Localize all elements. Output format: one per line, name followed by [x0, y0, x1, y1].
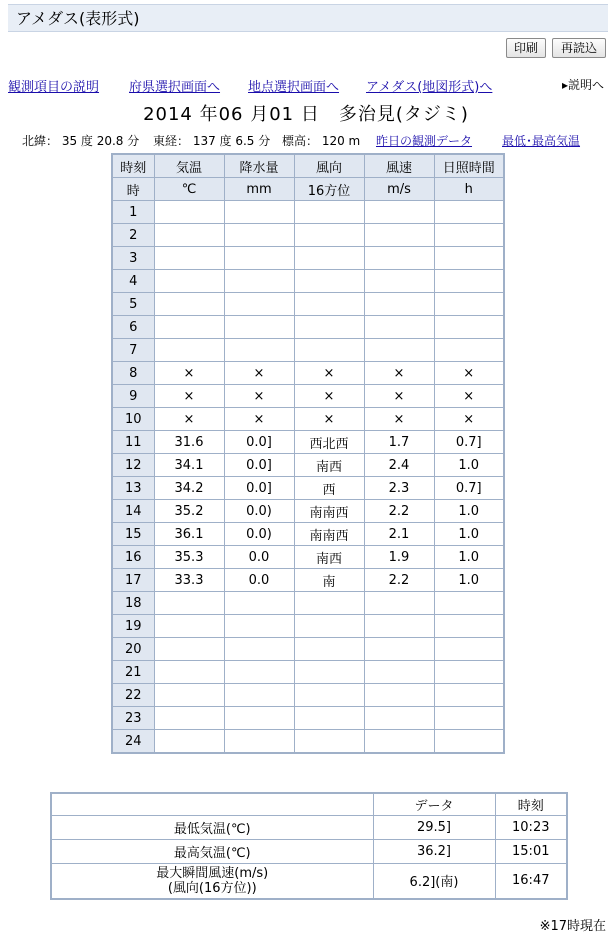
cell-wind-speed [364, 707, 434, 730]
cell-hour: 16 [112, 546, 154, 569]
cell-wind-speed: × [364, 362, 434, 385]
cell-precipitation [224, 270, 294, 293]
table-row [112, 408, 504, 431]
cell-wind-speed [364, 201, 434, 224]
header-wind-direction: 風向 [294, 154, 364, 178]
cell-temperature [154, 615, 224, 638]
cell-temperature [154, 592, 224, 615]
cell-wind-speed [364, 615, 434, 638]
cell-wind-direction [294, 592, 364, 615]
cell-wind-direction: 南南西 [294, 500, 364, 523]
table-row [112, 615, 504, 638]
cell-precipitation [224, 707, 294, 730]
cell-hour: 6 [112, 316, 154, 339]
cell-temperature [154, 339, 224, 362]
cell-wind-speed [364, 293, 434, 316]
cell-wind-speed [364, 316, 434, 339]
cell-sunshine [434, 707, 504, 730]
cell-precipitation: × [224, 408, 294, 431]
cell-wind-speed [364, 730, 434, 754]
cell-temperature: × [154, 385, 224, 408]
cell-wind-direction: 南南西 [294, 523, 364, 546]
cell-hour: 17 [112, 569, 154, 592]
unit-wind-speed: m/s [364, 178, 434, 201]
cell-wind-direction: × [294, 362, 364, 385]
table-row [112, 523, 504, 546]
page-title: アメダス(表形式) [16, 9, 140, 28]
cell-wind-speed [364, 339, 434, 362]
table-row [112, 247, 504, 270]
cell-wind-speed [364, 638, 434, 661]
cell-precipitation [224, 638, 294, 661]
cell-precipitation: 0.0 [224, 569, 294, 592]
min-max-temp-link[interactable]: 最低･最高気温 [502, 134, 581, 148]
yesterday-data-link[interactable]: 昨日の観測データ [376, 134, 473, 148]
cell-hour: 21 [112, 661, 154, 684]
cell-temperature: 33.3 [154, 569, 224, 592]
table-row [112, 569, 504, 592]
unit-sunshine: h [434, 178, 504, 201]
summary-label: 最大瞬間風速(m/s) (風向(16方位)) [51, 863, 373, 899]
cell-temperature [154, 316, 224, 339]
table-row [112, 684, 504, 707]
table-row [112, 661, 504, 684]
as-of-note: ※17時現在 [539, 919, 606, 934]
table-row [112, 293, 504, 316]
cell-hour: 20 [112, 638, 154, 661]
unit-precipitation: mm [224, 178, 294, 201]
cell-precipitation [224, 201, 294, 224]
summary-time: 15:01 [495, 839, 567, 863]
table-row [112, 546, 504, 569]
cell-temperature [154, 293, 224, 316]
cell-precipitation [224, 339, 294, 362]
cell-hour: 1 [112, 201, 154, 224]
cell-temperature [154, 224, 224, 247]
table-row [112, 500, 504, 523]
reload-button[interactable]: 再読込 [552, 38, 606, 58]
cell-temperature [154, 730, 224, 754]
cell-wind-speed: × [364, 385, 434, 408]
table-row [112, 362, 504, 385]
cell-wind-direction [294, 270, 364, 293]
cell-wind-speed [364, 224, 434, 247]
latitude-text: 北緯： 35 度 20.8 分 [22, 134, 140, 148]
cell-precipitation: 0.0 [224, 546, 294, 569]
table-row [112, 592, 504, 615]
cell-sunshine [434, 638, 504, 661]
cell-temperature [154, 247, 224, 270]
cell-sunshine [434, 270, 504, 293]
summary-data: 36.2] [373, 839, 495, 863]
cell-wind-speed: 2.3 [364, 477, 434, 500]
cell-hour: 4 [112, 270, 154, 293]
cell-wind-speed: 2.4 [364, 454, 434, 477]
summary-header-label [51, 793, 373, 815]
cell-temperature: 36.1 [154, 523, 224, 546]
cell-wind-direction [294, 615, 364, 638]
cell-sunshine [434, 224, 504, 247]
cell-wind-speed [364, 684, 434, 707]
summary-table [50, 792, 568, 900]
cell-hour: 22 [112, 684, 154, 707]
cell-precipitation: × [224, 385, 294, 408]
cell-precipitation [224, 247, 294, 270]
cell-sunshine: 1.0 [434, 500, 504, 523]
cell-sunshine: 1.0 [434, 546, 504, 569]
header-wind-speed: 風速 [364, 154, 434, 178]
cell-wind-direction: 西 [294, 477, 364, 500]
altitude-text: 標高： 120 m [282, 134, 361, 148]
cell-precipitation: × [224, 362, 294, 385]
table-units-row [112, 178, 504, 201]
unit-temperature: ℃ [154, 178, 224, 201]
cell-temperature: × [154, 408, 224, 431]
cell-sunshine: 1.0 [434, 454, 504, 477]
cell-wind-direction [294, 638, 364, 661]
table-row [112, 316, 504, 339]
summary-header-time: 時刻 [495, 793, 567, 815]
cell-precipitation [224, 293, 294, 316]
cell-precipitation: 0.0) [224, 523, 294, 546]
cell-hour: 5 [112, 293, 154, 316]
nav-link-prefecture-select[interactable]: 府県選択画面へ [129, 80, 221, 95]
cell-wind-speed: 2.2 [364, 500, 434, 523]
cell-wind-direction: 南 [294, 569, 364, 592]
cell-temperature [154, 707, 224, 730]
cell-sunshine: × [434, 385, 504, 408]
cell-wind-speed: 2.1 [364, 523, 434, 546]
cell-temperature: × [154, 362, 224, 385]
cell-wind-direction [294, 224, 364, 247]
cell-hour: 2 [112, 224, 154, 247]
unit-hour: 時 [112, 178, 154, 201]
cell-temperature: 34.1 [154, 454, 224, 477]
cell-temperature: 34.2 [154, 477, 224, 500]
summary-header-data: データ [373, 793, 495, 815]
summary-header-row [51, 793, 567, 815]
cell-precipitation [224, 730, 294, 754]
summary-row [51, 815, 567, 839]
cell-hour: 3 [112, 247, 154, 270]
cell-hour: 13 [112, 477, 154, 500]
header-sunshine: 日照時間 [434, 154, 504, 178]
cell-sunshine [434, 615, 504, 638]
cell-wind-direction [294, 684, 364, 707]
cell-temperature: 31.6 [154, 431, 224, 454]
header-precipitation: 降水量 [224, 154, 294, 178]
cell-sunshine: 1.0 [434, 523, 504, 546]
help-link[interactable]: ▸説明へ [561, 78, 604, 92]
cell-hour: 10 [112, 408, 154, 431]
cell-sunshine [434, 339, 504, 362]
nav-link-station-select[interactable]: 地点選択画面へ [248, 80, 340, 95]
cell-precipitation: 0.0] [224, 431, 294, 454]
cell-sunshine [434, 293, 504, 316]
cell-precipitation: 0.0) [224, 500, 294, 523]
cell-wind-direction: × [294, 385, 364, 408]
table-row [112, 201, 504, 224]
nav-link-amedas-map[interactable]: アメダス(地図形式)へ [366, 80, 493, 95]
cell-hour: 23 [112, 707, 154, 730]
cell-sunshine [434, 661, 504, 684]
cell-precipitation [224, 615, 294, 638]
cell-wind-speed [364, 661, 434, 684]
cell-hour: 7 [112, 339, 154, 362]
cell-temperature [154, 270, 224, 293]
longitude-text: 東経： 137 度 6.5 分 [153, 134, 271, 148]
cell-hour: 19 [112, 615, 154, 638]
cell-precipitation [224, 592, 294, 615]
table-row [112, 224, 504, 247]
cell-hour: 14 [112, 500, 154, 523]
cell-temperature [154, 201, 224, 224]
summary-label: 最高気温(℃) [51, 839, 373, 863]
cell-sunshine [434, 201, 504, 224]
table-row [112, 431, 504, 454]
header-temperature: 気温 [154, 154, 224, 178]
cell-sunshine [434, 592, 504, 615]
cell-precipitation [224, 224, 294, 247]
cell-wind-direction [294, 247, 364, 270]
cell-precipitation [224, 684, 294, 707]
cell-wind-speed [364, 247, 434, 270]
cell-wind-direction [294, 293, 364, 316]
cell-sunshine [434, 684, 504, 707]
cell-hour: 8 [112, 362, 154, 385]
unit-wind-direction: 16方位 [294, 178, 364, 201]
cell-sunshine: 0.7] [434, 431, 504, 454]
table-row [112, 707, 504, 730]
cell-wind-direction [294, 707, 364, 730]
cell-wind-direction [294, 339, 364, 362]
cell-hour: 12 [112, 454, 154, 477]
cell-sunshine: × [434, 362, 504, 385]
cell-temperature: 35.2 [154, 500, 224, 523]
cell-hour: 11 [112, 431, 154, 454]
cell-temperature [154, 638, 224, 661]
observation-table [111, 153, 505, 754]
cell-sunshine [434, 316, 504, 339]
summary-data: 6.2](南) [373, 863, 495, 899]
cell-wind-direction: 西北西 [294, 431, 364, 454]
cell-precipitation: 0.0] [224, 477, 294, 500]
cell-sunshine: 1.0 [434, 569, 504, 592]
summary-time: 16:47 [495, 863, 567, 899]
cell-wind-speed: × [364, 408, 434, 431]
cell-wind-direction [294, 730, 364, 754]
cell-temperature [154, 684, 224, 707]
cell-sunshine [434, 247, 504, 270]
cell-precipitation [224, 316, 294, 339]
summary-label: 最低気温(℃) [51, 815, 373, 839]
cell-wind-speed [364, 270, 434, 293]
cell-precipitation [224, 661, 294, 684]
cell-wind-direction [294, 201, 364, 224]
summary-time: 10:23 [495, 815, 567, 839]
cell-precipitation: 0.0] [224, 454, 294, 477]
table-row [112, 339, 504, 362]
cell-temperature: 35.3 [154, 546, 224, 569]
cell-wind-speed: 2.2 [364, 569, 434, 592]
table-header-row [112, 154, 504, 178]
table-row [112, 454, 504, 477]
summary-row [51, 863, 567, 899]
cell-hour: 18 [112, 592, 154, 615]
cell-hour: 24 [112, 730, 154, 754]
observation-rows [112, 201, 504, 754]
cell-wind-speed: 1.9 [364, 546, 434, 569]
header-hour: 時刻 [112, 154, 154, 178]
cell-wind-direction [294, 316, 364, 339]
cell-hour: 15 [112, 523, 154, 546]
cell-wind-direction: 南西 [294, 546, 364, 569]
table-row [112, 638, 504, 661]
cell-wind-speed: 1.7 [364, 431, 434, 454]
nav-link-item-description[interactable]: 観測項目の説明 [8, 80, 100, 95]
cell-hour: 9 [112, 385, 154, 408]
page-heading: 2014 年06 月01 日 多治見(タジミ) [143, 104, 469, 125]
table-row [112, 385, 504, 408]
table-row [112, 730, 504, 754]
cell-wind-direction: × [294, 408, 364, 431]
print-button[interactable]: 印刷 [506, 38, 546, 58]
table-row [112, 270, 504, 293]
cell-sunshine [434, 730, 504, 754]
summary-row [51, 839, 567, 863]
cell-sunshine: 0.7] [434, 477, 504, 500]
cell-wind-direction: 南西 [294, 454, 364, 477]
nav-links [8, 76, 608, 94]
table-row [112, 477, 504, 500]
cell-sunshine: × [434, 408, 504, 431]
page-title-bar [8, 4, 608, 32]
cell-wind-direction [294, 661, 364, 684]
cell-temperature [154, 661, 224, 684]
summary-data: 29.5] [373, 815, 495, 839]
cell-wind-speed [364, 592, 434, 615]
